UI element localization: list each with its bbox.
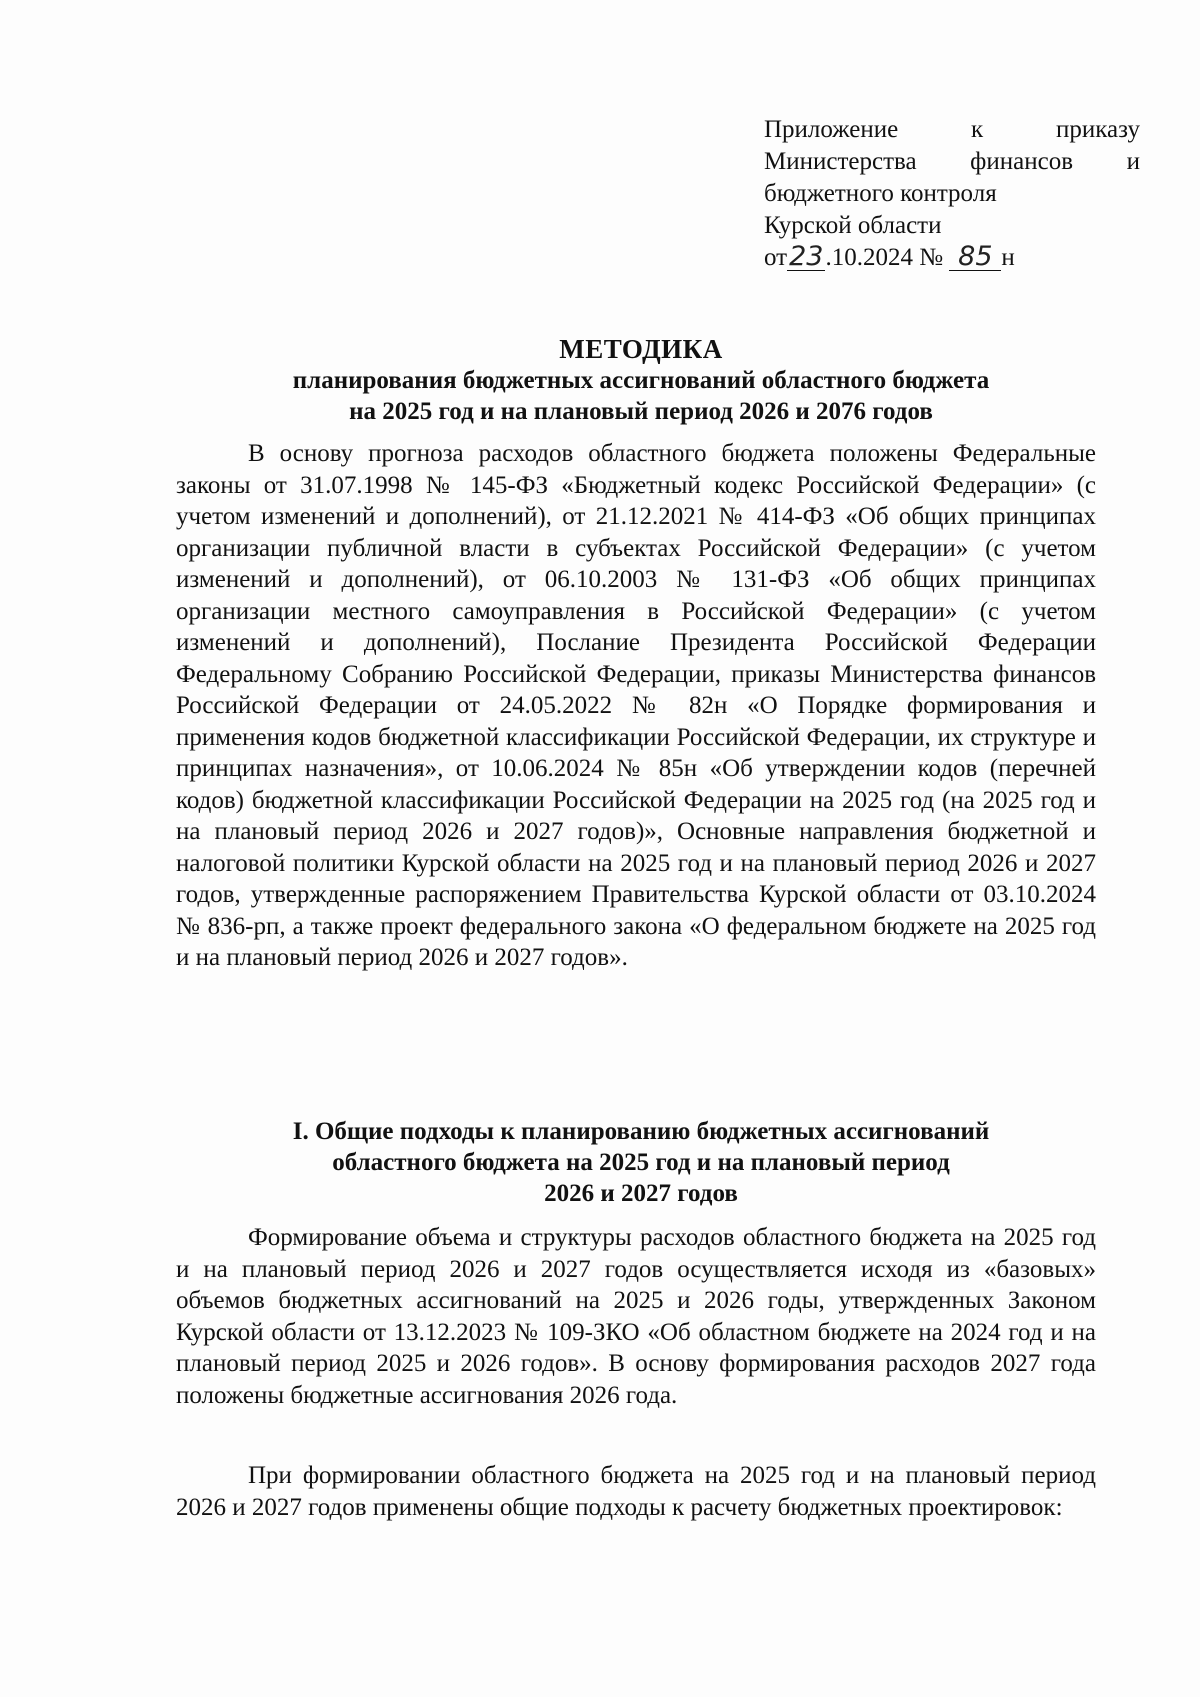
approval-line-4: Курской области xyxy=(764,212,942,239)
approval-word: к xyxy=(971,116,984,143)
approval-word: финансов xyxy=(970,148,1074,175)
date-rest: .10.2024 № xyxy=(825,244,944,271)
section-1-paragraph-1: Формирование объема и структуры расходов областного бюджета на 2025 год и на плановый период 2026 и 2027 годов осуществляется исходя из «базовых» объемов бюджетных ассигнований на 2025 и 2026 годы, утвержденных Законом Курской области от 13.12.2023 № 109-ЗКО «Об областном бюджете на 2024 год и на плановый период 2025 и 2026 годов». В основу формирования расходов 2027 года положены бюджетные ассигнования 2026 года. xyxy=(176,1224,1096,1409)
title-line-2: планирования бюджетных ассигнований областного бюджета xyxy=(292,367,990,394)
order-number-suffix: н xyxy=(1001,244,1015,271)
intro-paragraph: В основу прогноза расходов областного бюджета положены Федеральные законы от 31.07.1998 № 145-ФЗ «Бюджетный кодекс Российской Федерации» (с учетом изменений и дополнений), от 21.12.2021 № 414-ФЗ «Об общих принципах организации публичной власти в субъектах Российской Федерации» (с учетом изменений и дополнений), от 06.10.2003 № 131-ФЗ «Об общих принципах организации местного самоуправления в Российской Федерации» (с учетом изменений и дополнений), Послание Президента Российской Федерации Федеральному Собранию Российской Федерации, приказы Министерства финансов Российской Федерации от 24.05.2022 № 82н «О Порядке формирования и применения кодов бюджетной классификации Российской Федерации, их структуре и принципах назначения», от 10.06.2024 № 85н «Об утверждении кодов (перечней кодов) бюджетной классификации Российской Федерации на 2025 год (на 2025 год и на плановый период 2026 и 2027 годов)», Основные направления бюджетной и налоговой политики Курской области на 2025 год и на плановый период 2026 и 2027 годов, утвержденные распоряжением Правительства Курской области от 03.10.2024 № 836-рп, а также проект федерального закона «О федеральном бюджете на 2025 год и на плановый период 2026 и 2027 годов». xyxy=(176,440,1096,971)
approval-date-line xyxy=(764,242,1140,274)
approval-word: Министерства xyxy=(764,148,917,175)
document-title xyxy=(176,334,1106,427)
approval-word: и xyxy=(1126,148,1140,175)
approval-line-1 xyxy=(764,114,1140,146)
section-heading-line: 2026 и 2027 годов xyxy=(544,1180,738,1207)
approval-line-3: бюджетного контроля xyxy=(764,180,997,207)
section-heading-line: I. Общие подходы к планированию бюджетных ассигнований xyxy=(292,1118,990,1145)
section-heading-line: областного бюджета на 2025 год и на плановый период xyxy=(332,1149,950,1176)
section-1-paragraph-2: При формировании областного бюджета на 2025 год и на плановый период 2026 и 2027 годов применены общие подходы к расчету бюджетных проектировок: xyxy=(176,1462,1096,1521)
handwritten-day: 23 xyxy=(789,241,824,272)
approval-word: приказу xyxy=(1056,116,1140,143)
title-main: МЕТОДИКА xyxy=(559,334,723,364)
handwritten-order-number: 85 xyxy=(949,244,1001,271)
approval-line-2 xyxy=(764,146,1140,178)
date-prefix: от xyxy=(764,244,788,271)
title-line-3: на 2025 год и на плановый период 2026 и 2076 годов xyxy=(349,398,933,425)
approval-word: Приложение xyxy=(764,116,899,143)
approval-block xyxy=(764,114,1140,274)
section-1-heading xyxy=(176,1116,1106,1209)
